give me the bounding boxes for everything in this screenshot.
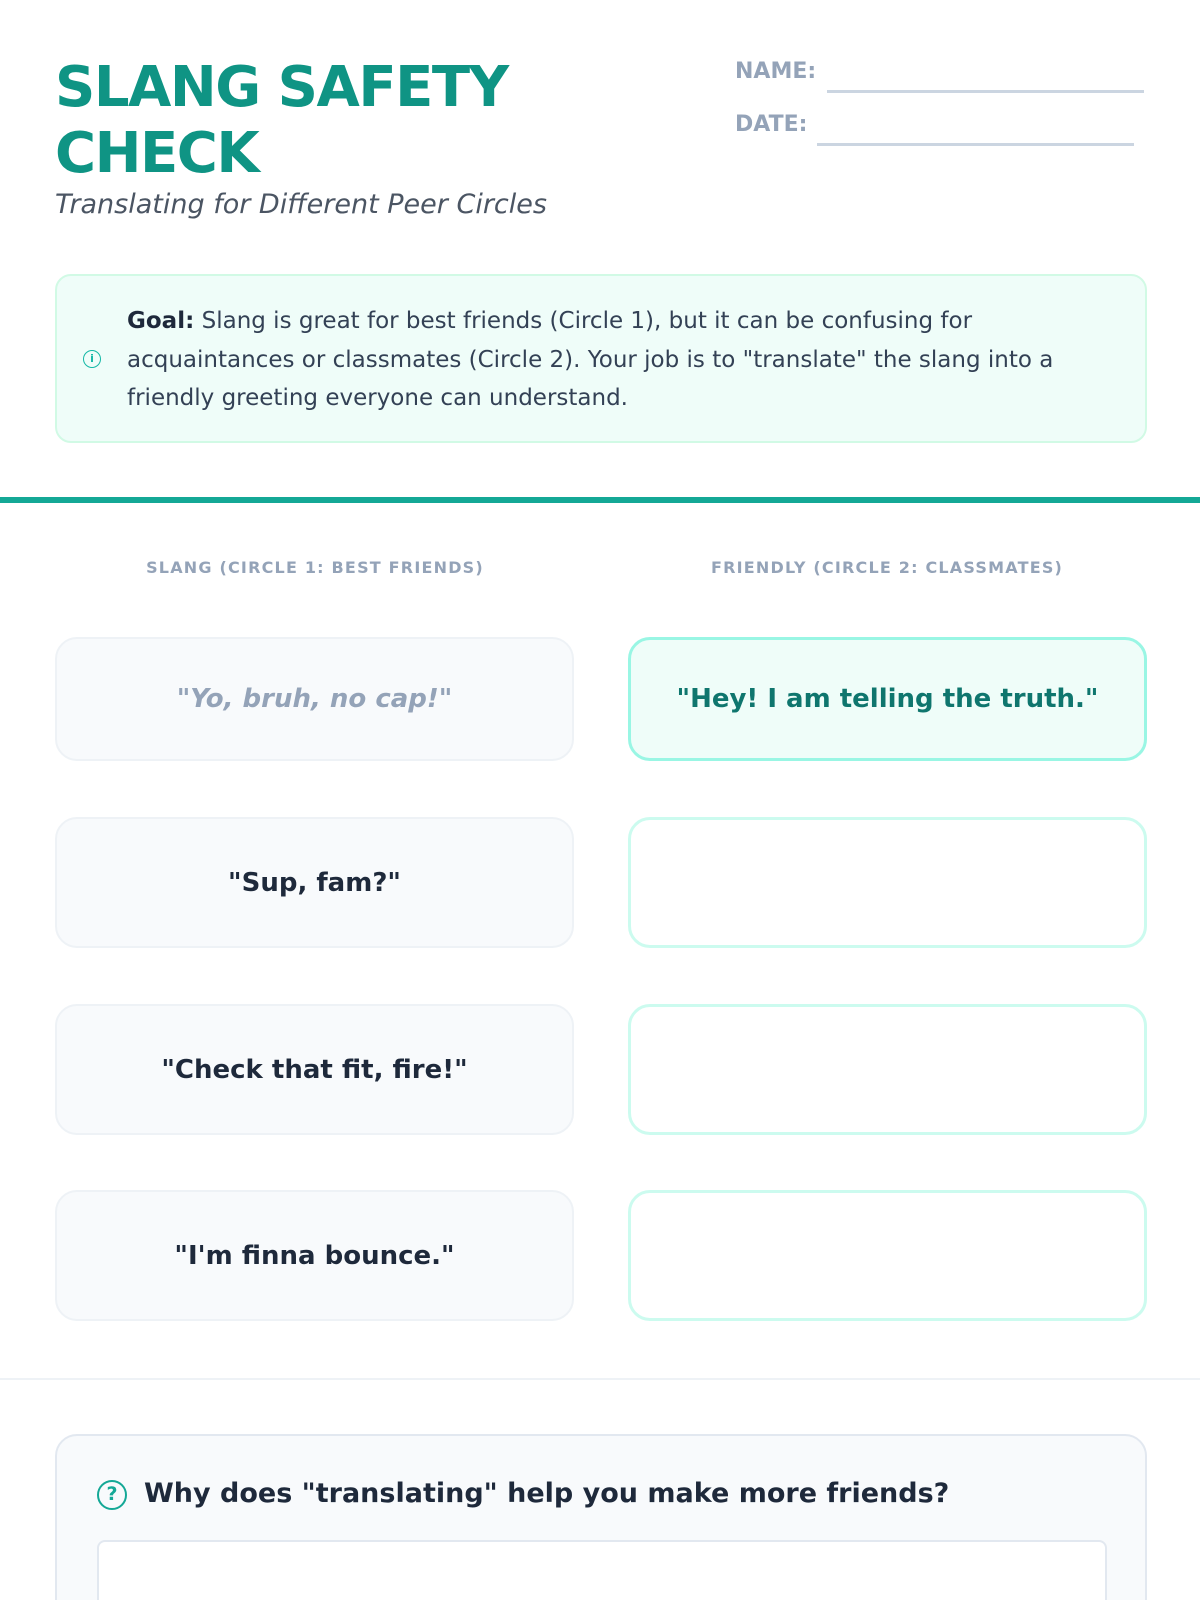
name-row bbox=[735, 55, 1155, 108]
friendly-answer-box[interactable] bbox=[628, 1190, 1147, 1321]
goal-callout bbox=[55, 274, 1147, 443]
date-row bbox=[735, 108, 1155, 161]
goal-description: Slang is great for best friends (Circle 1), but it can be confusing for acquaintances or classmates (Circle 2). Your job is to "translate" the slang into a friendly greeting everyone can understand. bbox=[127, 308, 1054, 411]
section-separator bbox=[0, 1378, 1200, 1380]
reflection-question: Why does "translating" help you make more friends? bbox=[144, 1478, 950, 1509]
slang-column-heading: SLANG (CIRCLE 1: BEST FRIENDS) bbox=[146, 558, 484, 577]
friendly-column-heading: FRIENDLY (CIRCLE 2: CLASSMATES) bbox=[710, 558, 1064, 577]
slang-card: "Sup, fam?" bbox=[55, 817, 574, 948]
page-subtitle: Translating for Different Peer Circles bbox=[55, 189, 547, 220]
worksheet-header bbox=[55, 55, 1145, 235]
reflection-section bbox=[55, 1434, 1147, 1600]
section-divider bbox=[0, 497, 1200, 503]
slang-card-example: "Yo, bruh, no cap!" bbox=[55, 637, 574, 761]
name-label: NAME: bbox=[735, 59, 817, 84]
student-info bbox=[735, 55, 1155, 161]
question-icon: ? bbox=[97, 1480, 127, 1510]
goal-label: Goal: bbox=[127, 308, 195, 334]
info-icon: i bbox=[83, 350, 101, 368]
page-title: SLANG SAFETY CHECK bbox=[55, 55, 508, 186]
friendly-answer-box[interactable] bbox=[628, 817, 1147, 948]
name-field[interactable] bbox=[827, 90, 1144, 93]
slang-card: "Check that fit, fire!" bbox=[55, 1004, 574, 1135]
friendly-card-example: "Hey! I am telling the truth." bbox=[628, 637, 1147, 761]
date-field[interactable] bbox=[817, 143, 1134, 146]
goal-text bbox=[127, 302, 1112, 418]
friendly-answer-box[interactable] bbox=[628, 1004, 1147, 1135]
date-label: DATE: bbox=[735, 112, 808, 137]
slang-card: "I'm finna bounce." bbox=[55, 1190, 574, 1321]
reflection-answer-box[interactable] bbox=[97, 1540, 1107, 1600]
